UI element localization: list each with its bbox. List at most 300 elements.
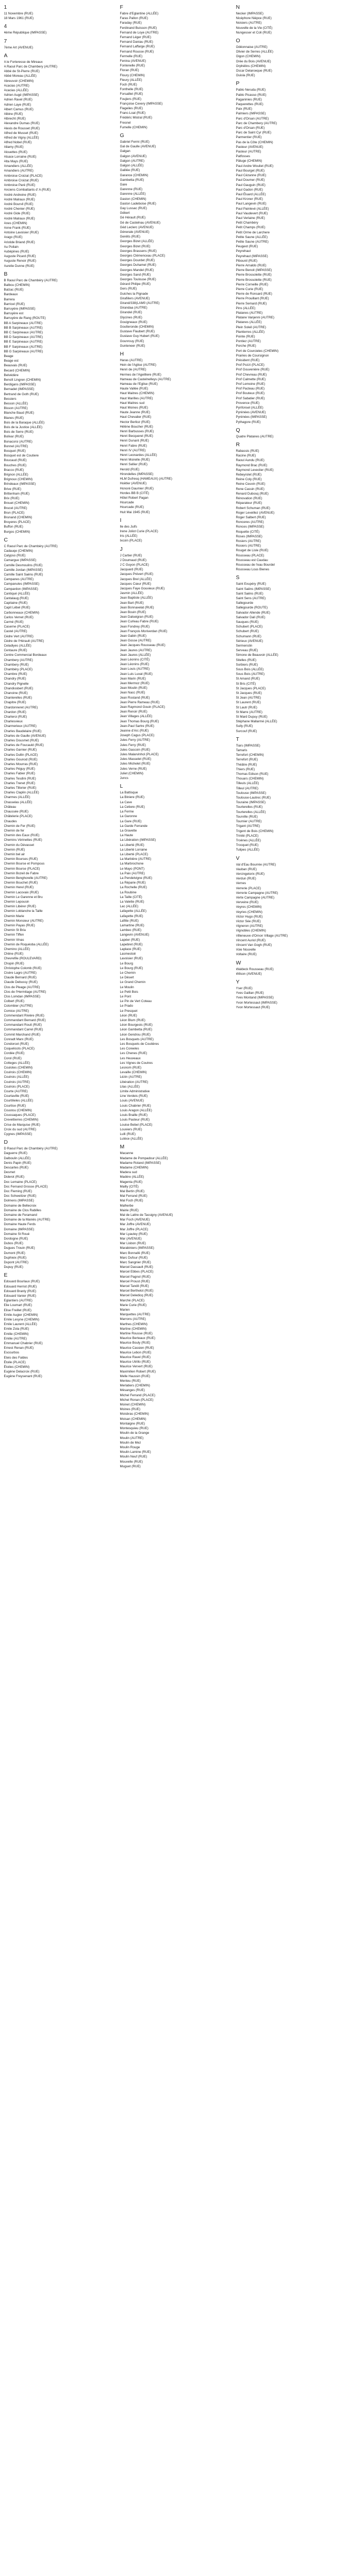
street-entry: Tourterelles (ALLÉE) — [236, 810, 266, 814]
street-entry: Jules Ferry (AUTRE) — [120, 738, 150, 742]
street-entry: Honoré Daumier (RUE) — [120, 486, 154, 490]
street-entry: Auguste Picard (RUE) — [4, 255, 36, 259]
street-entry: Benoît Lingren (CHEMIN) — [4, 378, 41, 382]
street-entry: Jules Michelet (RUE) — [120, 762, 151, 766]
street-entry: Prof Chevreau (RUE) — [236, 372, 267, 377]
street-entry: Martine Rousse (RUE) — [120, 1332, 153, 1336]
street-entry: Chemin Herel (RUE) — [4, 886, 34, 890]
street-entry: La Paix (AUTRE) — [120, 871, 145, 875]
street-entry: La Liberté Lorraine — [120, 848, 147, 852]
street-entry: Génerale (AVENUE) — [120, 230, 150, 234]
street-entry: Girand/338(LAM0 (AUTRE) — [120, 301, 160, 305]
street-entry: Alfred de Vigny (ALLÉE) — [4, 136, 39, 140]
street-entry: Eugène Freysenant (RUE) — [4, 1375, 42, 1379]
street-entry: Gustave Flaubert (RUE) — [120, 330, 155, 334]
street-entry: Martine (CHEMIN) — [120, 1327, 147, 1331]
street-entry: Juliet (CHEMIN) — [120, 771, 143, 775]
street-entry: Rénovation (RUE) — [236, 497, 262, 501]
street-entry: Louis Aragon (ALLÉE) — [120, 1108, 152, 1112]
street-entry: Chasselas (ALLÉE) — [4, 800, 32, 804]
street-entry: Vincent Auriol (RUE) — [236, 938, 266, 942]
street-entry: Sitelles (RUE) — [236, 658, 257, 662]
street-entry: Saint Exupéry (RUE) — [236, 582, 266, 586]
street-entry: Pablo Neruda (RUE) — [236, 88, 266, 92]
street-entry: Merlatiers (CHEMIN) — [120, 1384, 150, 1388]
street-entry: La Gravette — [120, 828, 137, 833]
section-letter-heading: I — [120, 517, 122, 523]
street-entry: J C Guyon (PLACE) — [120, 563, 149, 567]
street-entry: Prof Bouteux (RUE) — [236, 392, 265, 396]
street-entry: Moisbras (CHEMIN) — [120, 1412, 149, 1416]
street-entry: Moines (RUE) — [120, 1408, 141, 1412]
street-entry: La Roubine — [120, 890, 137, 894]
street-entry: La Garde Ferrande — [120, 824, 148, 828]
street-entry: Commit Marchand (RUE) — [4, 1032, 41, 1037]
street-entry: Aurelie Dunne (RUE) — [4, 264, 35, 268]
street-entry: Nouvelle de la Vie (CITÉ) — [236, 26, 273, 30]
street-entry: Georges Dourdet (RUE) — [120, 259, 155, 263]
street-entry: Jean-Paul Sartre (RUE) — [120, 724, 154, 728]
street-entry: Hourcade (RUE) — [120, 505, 144, 510]
street-entry: Lamartine (RUE) — [120, 923, 144, 927]
street-entry: Le Chemin — [120, 971, 136, 975]
street-entry: Marcel Dassault (RUE) — [120, 1265, 153, 1269]
street-entry: Chemin Bourses (RUE) — [4, 857, 38, 861]
street-entry: Maurice Ravel (RUE) — [120, 1355, 151, 1360]
street-entry: Pythagore (RUE) — [236, 420, 261, 424]
street-entry: Alouettes (RUE) — [4, 150, 27, 154]
street-entry: Herold (RUE) — [120, 467, 140, 471]
street-entry: Prof Pacteau (RUE) — [236, 387, 265, 391]
street-entry: Coquelicots (PLACE) — [4, 1047, 35, 1051]
street-entry: Villeneuve d'Ornon Village (AUTRE) — [236, 934, 288, 938]
street-entry: Maurice Ververt (RUE) — [120, 1365, 153, 1369]
section-letter-heading: D — [4, 1139, 8, 1146]
street-entry: Bruyeres (PLACE) — [4, 520, 31, 524]
street-entry: Raymond Brac (RUE) — [236, 463, 268, 467]
street-entry: Géd Leclerc (AVENUE) — [120, 225, 154, 229]
street-entry: Marché (PLACE) — [120, 1298, 145, 1302]
street-entry: Jean Gosse (AUTRE) — [120, 639, 152, 643]
street-entry: BB F Sarpineaux (AUTRE) — [4, 345, 43, 349]
street-entry: Eugène Delacroix (RUE) — [4, 1370, 40, 1374]
street-entry: Flageiles (RUE) — [120, 107, 143, 111]
street-entry: Chardonneret (AUTRE) — [4, 705, 38, 709]
street-entry: Raoul Aundu (RUE) — [236, 459, 264, 463]
street-entry: La Valette (RUE) — [120, 900, 144, 904]
street-entry: Charlesvieux — [4, 720, 23, 724]
street-entry: Gambetta (RUE) — [120, 178, 144, 182]
index-column-3 — [236, 2, 344, 1469]
street-entry: Simone de Beauvoir (ALLÉE) — [236, 653, 278, 657]
street-entry: Colbert (RUE) — [4, 999, 25, 1004]
street-entry: Muguet (RUE) — [120, 1464, 141, 1468]
letter-section — [236, 442, 344, 572]
street-entry: Haut Chevalier (RUE) — [120, 415, 152, 419]
street-entry: Lapebret (RUE) — [120, 942, 143, 946]
street-entry: La Liberté (PLACE) — [120, 852, 148, 856]
street-entry: Jasmin (ALLÉE) — [120, 591, 143, 596]
street-entry: Malherbe — [120, 1204, 134, 1208]
street-entry: Le Bourg (RUE) — [120, 966, 143, 970]
street-index — [4, 0, 344, 1469]
street-entry: Marc Dufour (RUE) — [120, 1256, 148, 1260]
street-entry: Barruyère est — [4, 312, 24, 316]
street-entry: Paul Langevin (RUE) — [236, 202, 267, 206]
street-entry: Chemin Monsieur (AUTRE) — [4, 919, 44, 923]
street-entry: Besson (ALLÉE) — [4, 402, 28, 406]
street-entry: Petit Champs (RUE) — [236, 226, 266, 230]
street-entry: Michel Ronan (PLACE) — [120, 1398, 154, 1402]
section-letter-heading: E — [4, 1272, 8, 1279]
street-entry: 4ème République (IMPASSE) — [4, 31, 47, 35]
street-entry: Barricel (RUE) — [4, 302, 25, 306]
street-entry: Croix du sud (AUTRE) — [4, 1127, 37, 1131]
street-entry: Jean Moulin (RUE) — [120, 686, 147, 690]
street-entry: Louis Braille (RUE) — [120, 1113, 148, 1117]
street-entry: Brive (RUE) — [4, 487, 22, 491]
street-entry: Patfosses — [236, 155, 251, 159]
street-entry: Jules Verne (RUE) — [120, 767, 147, 771]
street-entry: Noisiers (AUTRE) — [236, 21, 262, 25]
street-entry: Marrons (AUTRE) — [120, 1317, 146, 1321]
street-entry: Blanes (RUE) — [4, 416, 24, 420]
street-entry: BB B Sarpineaux (AUTRE) — [4, 326, 43, 330]
street-entry: Lafayette (RUE) — [120, 914, 143, 918]
street-entry: Thomas Edison (RUE) — [236, 772, 269, 776]
street-entry: Ile des Juifs — [120, 524, 137, 529]
street-entry: Camille Jordan (IMPASSE) — [4, 568, 43, 572]
street-entry: Chaussée (RUE) — [4, 810, 29, 814]
street-entry: Roger Leveillez (AVENUE) — [236, 511, 275, 515]
street-entry: Ixcoin (PLACE) — [120, 539, 142, 543]
street-entry: Haut Marilles (AUTRE) — [120, 396, 153, 400]
street-entry: Maurice Bouly (RUE) — [120, 1341, 151, 1345]
street-entry: Cotteges (ALLÉE) — [4, 1061, 30, 1065]
street-entry: Orée du Bois (AVENUE) — [236, 59, 271, 63]
street-entry: Acacias (AUTRE) — [4, 83, 29, 88]
street-entry: Marcel Deledicq (RUE) — [120, 1294, 153, 1298]
street-entry: Raymond Leveclier (RUE) — [236, 468, 274, 472]
street-entry: Henri Dunant (RUE) — [120, 439, 149, 443]
section-letter-heading: V — [236, 855, 240, 861]
street-entry: Balbou (CHEMIN) — [4, 283, 30, 287]
street-entry: Prof Lemoine (RUE) — [236, 382, 266, 386]
street-entry: Madame (CHEMIN) — [120, 1165, 148, 1170]
letter-section — [120, 546, 228, 781]
street-entry: Alta Mays (RUE) — [4, 160, 28, 164]
street-entry: Jean Bart (RUE) — [120, 601, 144, 605]
street-entry: Victor Sée (RUE) — [236, 919, 261, 923]
letter-section — [236, 960, 344, 976]
street-entry: Castel (AUTRE) — [4, 630, 27, 634]
street-entry: Chemin Lacovaix (RUE) — [4, 890, 39, 894]
street-entry: Henri Fabre (RUE) — [120, 444, 147, 448]
street-entry: Henri Leonardes (ALLÉE) — [120, 453, 157, 457]
street-entry: Charmerieux (AUTRE) — [4, 724, 37, 728]
street-entry: Mailly (CITÉ) — [120, 1184, 139, 1189]
street-entry: Verrerie Campagne (AUTRE) — [236, 891, 278, 895]
street-entry: Paul Vaudevert (RUE) — [236, 211, 268, 215]
street-entry: Sully (RUE) — [236, 724, 253, 728]
street-entry: Edouard Herriot (RUE) — [4, 1284, 37, 1289]
street-entry: Sorbiers (RUE) — [236, 663, 258, 667]
street-entry: Camille Saint Saëns (RUE) — [4, 572, 43, 577]
street-entry: Antoine Lavoisier (RUE) — [4, 231, 39, 235]
street-entry: Claude Bernard (RUE) — [4, 976, 37, 980]
street-entry: Jean Raymond Gouin (PLACE) — [120, 705, 165, 709]
street-entry: Bracco (RUE) — [4, 468, 24, 472]
street-entry: Coussaques (PLACE) — [4, 1113, 36, 1117]
street-entry: Iris (ALLÉE) — [120, 534, 138, 538]
street-entry: Duphieix (RUE) — [4, 1256, 27, 1260]
street-entry: Yvon Mortessaut (IMPASSE) — [236, 1001, 277, 1005]
street-entry: Jean François Moriverdan (RUE) — [120, 629, 168, 633]
street-entry: Chemin Libérer (RUE) — [4, 905, 36, 909]
street-entry: Centaure (RUE) — [4, 649, 27, 653]
street-entry: Salvador Dalí (RUE) — [236, 615, 266, 619]
letter-section — [4, 53, 112, 268]
street-entry: Pierre Benoit (IMPASSE) — [236, 268, 272, 273]
street-entry: St Jacques (PLACE) — [236, 686, 266, 690]
street-entry: Vauban (RUE) — [236, 867, 257, 871]
street-entry: Galgon (ALLÉE) — [120, 164, 144, 168]
letter-section — [4, 1272, 112, 1379]
street-entry: Montaigne (RUE) — [120, 1421, 145, 1426]
street-entry: Lézin (AUTRE) — [120, 1075, 142, 1079]
street-entry: Eteis des Faldes — [4, 1355, 28, 1360]
street-entry: Jules Gascoin (RUE) — [120, 748, 151, 752]
street-entry: Marabiniers (IMPASSE) — [120, 1246, 154, 1250]
street-entry: Abbé Moreau (ALLÉE) — [4, 74, 37, 78]
street-entry: Capitaine (RUE) — [4, 601, 28, 605]
street-entry: Le Bourg — [120, 961, 134, 965]
section-letter-heading: Y — [236, 978, 240, 985]
street-entry: Tourterelles (RUE) — [236, 805, 263, 809]
street-entry: Charles Trenet (RUE) — [4, 781, 36, 785]
street-entry: Madame Roland (IMPASSE) — [120, 1161, 161, 1165]
street-entry: Moulin Neuf (RUE) — [120, 1455, 147, 1459]
street-entry: La Marbière (AUTRE) — [120, 857, 152, 861]
street-entry: Peyrehaut (IMPASSE) — [236, 254, 268, 258]
street-entry: André Malraux (RUE) — [4, 216, 35, 221]
street-entry: Blanche Baud (RUE) — [4, 411, 34, 415]
street-entry: Capit Lébel (RUE) — [4, 606, 30, 610]
street-entry: La Garonne — [120, 815, 137, 819]
street-entry: St Lautr (RUE) — [236, 705, 257, 709]
street-entry: Ronces (IMPASSE) — [236, 525, 264, 529]
street-entry: Étoile (PLACE) — [4, 1360, 26, 1364]
street-entry: Ernest Renan (RUE) — [4, 1346, 34, 1350]
street-entry: Garance (CHEMIN) — [120, 173, 148, 177]
street-entry: Carlos Vernet (RUE) — [4, 615, 34, 619]
street-entry: Georges Bizet (ALLÉE) — [120, 240, 154, 244]
street-entry: Irene Joliot Curie (PLACE) — [120, 529, 158, 533]
street-entry: Rebeyrolet (RUE) — [236, 473, 262, 477]
section-letter-heading: J — [120, 546, 123, 552]
street-entry: Charles Dousmet (RUE) — [4, 739, 39, 743]
street-entry: Arago (RUE) — [4, 235, 23, 240]
street-entry: C Raoul Parc de Chambéry (AUTRE) — [4, 544, 58, 548]
street-entry: Acacias (ALLÉE) — [4, 89, 29, 93]
street-entry: Fernand Rousse (RUE) — [120, 49, 154, 54]
street-entry: Buffon (RUE) — [4, 525, 23, 529]
street-entry: Chemin Lepousin — [4, 900, 29, 904]
street-entry: Paul Éluard (ALLÉE) — [236, 192, 266, 196]
street-entry: Moulin Rouge — [120, 1445, 140, 1449]
street-entry: Becard (CHEMIN) — [4, 368, 30, 372]
street-entry: Girafiilers (AVENUE) — [120, 296, 150, 300]
street-entry: Brun (PLACE) — [4, 511, 25, 515]
street-entry: Troènes (ALLÉE) — [236, 838, 261, 842]
street-entry: Camargue (IMPASSE) — [4, 558, 37, 563]
street-entry: Verte Campagne (AUTRE) — [236, 895, 275, 900]
street-entry: Le Pont — [120, 995, 131, 999]
street-entry: La Haute — [120, 834, 134, 838]
street-entry: Hameau de Castelnelleys (AUTRE) — [120, 377, 171, 381]
street-entry: Marien — [120, 1308, 130, 1312]
street-entry: Vignobles (CHEMIN) — [236, 929, 266, 933]
street-entry: Anes (CHEMIN) — [4, 221, 27, 225]
street-entry: Emile Lesyne (CHEMIN) — [4, 1318, 40, 1322]
street-entry: Les Coreeles — [120, 1047, 139, 1051]
street-entry: Adrien Ravel (RUE) — [4, 98, 32, 102]
street-entry: Provence (RUE) — [236, 401, 260, 405]
section-letter-heading: 1 — [4, 4, 7, 10]
street-entry: Petite Saune (ALLÉE) — [236, 235, 268, 239]
letter-section — [4, 537, 112, 1137]
street-entry: Étoiles (CHEMIN) — [4, 1365, 30, 1369]
street-entry: Petit Chambéry — [236, 221, 258, 225]
street-entry: Dubos (RUE) — [4, 1242, 23, 1246]
street-entry: Georges Mandel (RUE) — [120, 268, 154, 272]
street-entry: Fenina (AVENUE) — [120, 59, 146, 63]
street-entry: Maurice Utrillo (RUE) — [120, 1360, 151, 1364]
street-entry: Marquettes (AUTRE) — [120, 1313, 151, 1317]
street-entry: Georges Clémenceau (PLACE) — [120, 253, 165, 258]
street-entry: Toulouse (IMPASSE) — [236, 791, 267, 795]
street-entry: La Biniere (RUE) — [120, 795, 145, 800]
street-entry: Foujiers (RUE) — [120, 97, 142, 101]
street-entry: Pierre Curie (RUE) — [236, 287, 263, 291]
street-entry: Amandiers (ALLÉE) — [4, 164, 33, 168]
index-column-1 — [4, 2, 112, 1469]
street-entry: La Battisque — [120, 791, 138, 795]
street-entry: Fermelle (RUE) — [120, 54, 143, 58]
section-letter-heading: F — [120, 4, 123, 10]
street-entry: Comice (AUTRE) — [4, 1009, 29, 1013]
street-entry: Charles de Foucauld (RUE) — [4, 743, 44, 748]
street-entry: Paul Bourget (RUE) — [236, 168, 265, 173]
street-entry: Hordes BB B (CITÉ) — [120, 491, 150, 495]
street-entry: Henri de (AUTRE) — [120, 368, 146, 372]
street-entry: Lambec (RUE) — [120, 928, 142, 933]
street-entry: Faras Pallon (RUE) — [120, 16, 148, 21]
street-entry: Limite Administrative — [120, 1090, 150, 1094]
street-entry: Henri Becquerel (RUE) — [120, 434, 153, 438]
street-entry: La Ferme — [120, 810, 134, 814]
street-entry: Pierre de Ronsard (RUE) — [236, 292, 272, 296]
street-entry: Pasteur (AVENUE) — [236, 145, 263, 149]
street-entry: B Raoul Parc de Chambéry (AUTRE) — [4, 278, 58, 282]
street-entry: Girandel (RUE) — [120, 311, 142, 315]
street-entry: Rosiers (AUTRE) — [236, 539, 261, 543]
street-entry: Château — [4, 805, 16, 809]
street-entry: André Malraux (RUE) — [4, 197, 35, 201]
letter-section — [120, 1144, 228, 1469]
street-entry: Waldeck Rousseau (RUE) — [236, 967, 274, 971]
street-entry: La Réparie (RUE) — [120, 881, 146, 885]
street-entry: Dugues Trouin (RUE) — [4, 1246, 35, 1250]
street-entry: Pasteur (AUTRE) — [236, 150, 261, 154]
street-entry: Conradt Marx (RUE) — [4, 1037, 34, 1041]
street-entry: Ambroise Paré (RUE) — [4, 183, 36, 188]
street-entry: Jean Jaures (ALLÉE) — [120, 653, 151, 657]
street-entry: Emile Zola (RUE) — [4, 1327, 29, 1331]
street-entry: Campardon (IMPASSE) — [4, 587, 38, 591]
street-entry: Léon Blum (RUE) — [120, 1019, 145, 1023]
street-entry: Gare — [120, 182, 127, 187]
street-entry: Mal de Lattre de Tassigny (AVENUE) — [120, 1213, 173, 1217]
street-entry: Ferdinand Buisson (RUE) — [120, 26, 157, 30]
street-entry: Albert Camus (RUE) — [4, 107, 34, 111]
street-entry: Mar (AVENUE) — [120, 1236, 142, 1241]
street-entry: Frédéric Mistral (RUE) — [120, 116, 153, 120]
section-letter-heading: L — [120, 783, 123, 790]
street-entry: Salvador Allende (RUE) — [236, 611, 270, 615]
street-entry: Chambery (AUTRE) — [4, 658, 33, 662]
street-entry: Le Pin de Vert Coteau — [120, 999, 152, 1004]
street-entry: Corol (RUE) — [4, 1056, 22, 1060]
street-entry: Chemin Tiffen — [4, 933, 24, 937]
street-entry: Tilleuls (ALLÉE) — [236, 782, 259, 786]
street-entry: Galgon (AVENUE) — [120, 154, 147, 158]
street-entry: HLM Dufresq (HAMEAUX) (AUTRE) — [120, 477, 172, 481]
street-entry: Haute Jeanne (RUE) — [120, 411, 150, 415]
street-entry: Trocquet (RUE) — [236, 843, 259, 848]
street-entry: Marcel Berthelot (RUE) — [120, 1289, 154, 1293]
street-entry: Barrera — [4, 297, 15, 301]
letter-section — [236, 855, 344, 957]
street-entry: Chemin (RUE) — [4, 848, 25, 852]
street-entry: Charles Dullin (PLACE) — [4, 753, 38, 757]
street-entry: Condorcet (RUE) — [4, 1042, 29, 1046]
street-entry: Saint Saëns (IMPASSE) — [236, 587, 271, 591]
street-entry: Fernand Léger (RUE) — [120, 36, 152, 40]
street-entry: Montesquieu (RUE) — [120, 1427, 148, 1431]
section-letter-heading: T — [236, 736, 239, 742]
street-entry: Paul Verlaine (RUE) — [236, 216, 265, 220]
street-entry: Roses (IMPASSE) — [236, 534, 262, 538]
street-entry: Georges Bizet (RUE) — [120, 244, 151, 248]
street-entry: Gébert — [120, 211, 130, 215]
street-entry: Jean Gabin (RUE) — [120, 634, 146, 638]
street-entry: St Laurent (RUE) — [236, 701, 261, 705]
street-entry: Marthes (CHEMIN) — [120, 1322, 148, 1326]
street-entry: Garenne (RUE) — [120, 188, 143, 192]
street-entry: Gé Hérault (RUE) — [120, 216, 146, 220]
street-entry: Macanne — [120, 1151, 134, 1156]
street-entry: Platanes (ALLÉE) — [236, 320, 262, 325]
street-entry: A le Forteresse de Mireaux — [4, 60, 43, 64]
street-entry: Cygnes (IMPASSE) — [4, 1132, 32, 1136]
street-entry: Chandry Pignelle — [4, 682, 29, 686]
street-entry: Quatre Platanes (AUTRE) — [236, 434, 274, 438]
street-entry: Jean Baptiste (ALLÉE) — [120, 596, 153, 600]
street-entry: Domaine Haute Ferds — [4, 1223, 36, 1227]
street-entry: Diderot (RUE) — [4, 1175, 25, 1179]
street-entry: Edouard Branly (RUE) — [4, 1289, 37, 1293]
